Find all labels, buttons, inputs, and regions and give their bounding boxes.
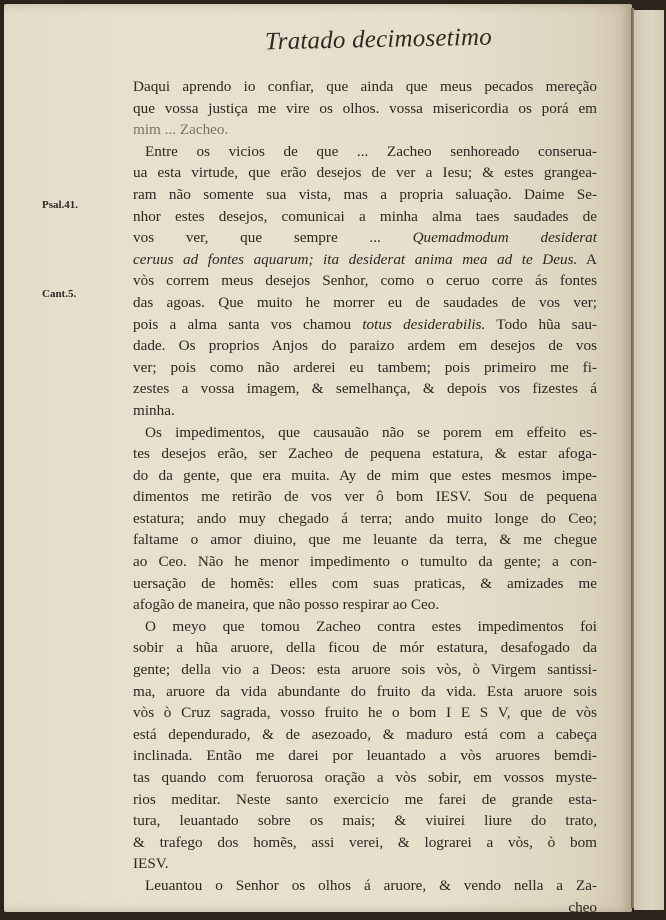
text-roman: Todo hũa sau-: [485, 315, 597, 333]
text-line: nhor estes desejos, comunicai a minha alma taes saudades de: [133, 207, 597, 225]
text-roman: A: [577, 250, 597, 268]
text-line: minha.: [133, 401, 175, 419]
latin-quotation: totus desiderabilis.: [362, 315, 486, 333]
text-line: vòs correm meus desejos Senhor, como o ceruo corre ás fontes: [133, 272, 597, 290]
text-line: uersação de homẽs: elles com suas praticas, & amizades me: [133, 574, 597, 592]
latin-quotation: Quemadmodum desiderat: [412, 229, 598, 247]
text-line: zestes a vossa imagem, & semelhança, & depois vos fizestes á: [133, 380, 597, 398]
text-line: [133, 314, 597, 336]
text-line: & trafego dos homẽs, assi verei, & lograrei a vòs, ò bom: [133, 833, 597, 851]
text-roman: vos ver, que sempre ...: [133, 229, 413, 247]
margin-note-canticle: Cant.5.: [42, 288, 77, 300]
text-line: [133, 249, 597, 271]
text-line: das agoas. Que muito he morrer eu de saudades de vos ver;: [133, 293, 597, 311]
text-line: inclinada. Então me darei por leuantado a vòs aruores bemdi-: [133, 747, 597, 765]
text-line: ua esta virtude, que erão desejos de ver a Iesu; & estes grangea-: [133, 164, 597, 182]
text-line: ao Ceo. Não he menor impedimento o tumulto da gente; a con-: [133, 553, 597, 571]
text-line: IESV.: [133, 855, 169, 873]
margin-note-psalm: Psal.41.: [42, 199, 79, 211]
text-line: tes desejos erão, ser Zacheo de pequena estatura, & estar afoga-: [133, 445, 597, 463]
text-line: mim ... Zacheo.: [133, 121, 229, 139]
text-line: do da gente, que era muita. Ay de mim que estes mesmos impe-: [133, 466, 597, 484]
text-line: Leuantou o Senhor os olhos á aruore, & vendo nella a Za-: [145, 876, 597, 894]
text-line: Entre os vicios de que ... Zacheo senhoreado conserua-: [145, 142, 597, 160]
text-line: tas quando com feruorosa oração a vòs sobir, em vossos myste-: [133, 769, 597, 786]
text-line: rios meditar. Neste santo exercicio me farei de grande esta-: [133, 790, 597, 808]
text-line: afogão de maneira, que não posso respirar ao Ceo.: [133, 596, 440, 614]
text-line: dade. Os proprios Anjos do paraizo ardem em desejos de vos: [133, 337, 597, 355]
text-line: sobir a hũa aruore, della ficou de mór estatura, desafogado da: [133, 639, 597, 657]
text-line: O meyo que tomou Zacheo contra estes impedimentos foi: [145, 617, 597, 635]
text-line: que vossa justiça me vire os olhos. vossa misericordia os porá em: [133, 99, 597, 117]
text-line: está dependurado, & de asezoado, & maduro está com a cabeça: [133, 725, 597, 743]
text-line: dimentos me retirão de vos ver ô bom IESV. Sou de pequena: [133, 488, 597, 506]
text-line: ram não somente sua vista, mas a propria saluação. Daime Se-: [133, 185, 597, 203]
text-roman: pois a alma santa vos chamou: [133, 315, 363, 333]
text-line: ma, aruore da vida abundante do fruito da vida. Esta aruore sois: [133, 682, 597, 700]
text-line: estatura; ando muy chegado á terra; ando muito longe do Ceo;: [133, 509, 597, 527]
text-line: [133, 227, 597, 249]
text-line: ver; pois como não arderei eu tambem; pois primeiro me fi-: [133, 358, 597, 376]
text-line: vòs ò Cruz sagrada, vosso fruito he o bom I E S V, que de vòs: [133, 704, 597, 722]
text-line: Daqui aprendo io confiar, que ainda que meus pecados mereção: [133, 78, 597, 95]
text-line: gente; della vio a Deos: esta aruore sois vòs, ò Virgem santissi-: [133, 661, 597, 679]
running-head: Tratado decimosetimo: [264, 23, 493, 56]
facing-page-edge: [634, 10, 664, 910]
text-line: Os impedimentos, que causauão não se porem em effeito es-: [145, 423, 597, 441]
text-line: tura, leuantado sobre os mais; & viuirei liure do trato,: [133, 812, 597, 830]
text-line: cheo: [568, 898, 597, 916]
body-text: [133, 76, 597, 918]
text-line: faltame o amor diuino, que me leuante da terra, & me chegue: [133, 531, 597, 549]
latin-quotation: ceruus ad fontes aquarum; ita desiderat anima mea ad te Deus.: [133, 250, 578, 268]
